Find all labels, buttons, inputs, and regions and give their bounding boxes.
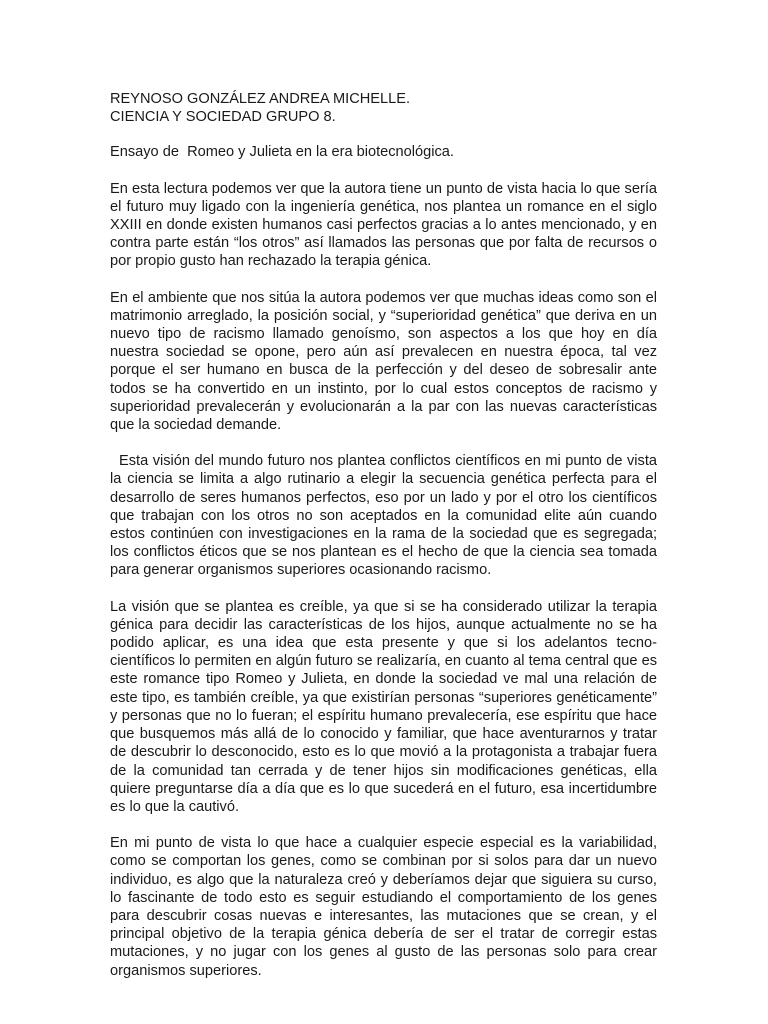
paragraph-1: En esta lectura podemos ver que la autora tiene un punto de vista hacia lo que sería el futuro muy ligado con la ingeniería genética, nos plantea un romance en el siglo XXIII en donde existen humanos casi perfectos gracias a lo antes mencionado, y en contra parte están “los otros” así llamados las personas que por falta de recursos o por propio gusto han rechazado la terapia génica. bbox=[110, 180, 662, 270]
paragraph-2: En el ambiente que nos sitúa la autora podemos ver que muchas ideas como son el matrimonio arreglado, la posición social, y “superioridad genética” que deriva en un nuevo tipo de racismo llamado genoísmo, son aspectos a los que hoy en día nuestra sociedad se opone, pero aún así prevalecen en nuestra época, tal vez porque el ser humano en busca de la perfección y del deseo de sobresalir ante todos se ha convertido en un instinto, por lo cual estos conceptos de racismo y superioridad prevalecerán y evolucionarán a la par con las nuevas características que la sociedad demande. bbox=[110, 289, 666, 434]
paragraph-4: La visión que se plantea es creíble, ya que si se ha considerado utilizar la terapia génica para decidir las características de los hijos, aunque actualmente no se ha podido aplicar, es una idea que esta presente y que si los adelantos tecno-científicos lo permiten en algún futuro se realizaría, en cuanto al tema central que es este romance tipo Romeo y Julieta, en donde la sociedad ve mal una relación de este tipo, es también creíble, ya que existirían personas “superiores genéticamente” y personas que no lo fueran; el espíritu humano prevalecería, ese espíritu que hace que busquemos más allá de lo conocido y familiar, que hace aventurarnos y tratar de descubrir lo desconocido, esto es lo que movió a la protagonista a trabajar fuera de la comunidad tan cerrada y de tener hijos sin modificaciones genéticas, ella quiere preguntarse día a día que es lo que sucederá en el futuro, esa incertidumbre es lo que la cautivó. bbox=[110, 598, 662, 815]
author-name: REYNOSO GONZÁLEZ ANDREA MICHELLE. bbox=[110, 91, 411, 107]
document-page bbox=[110, 90, 666, 980]
paragraph-3: Esta visión del mundo futuro nos plantea conflictos científicos en mi punto de vista la ciencia se limita a algo rutinario a elegir la secuencia genética perfecta para el desarrollo de seres humanos perfectos, eso por un lado y por el otro los científicos que trabajan con los otros no son aceptados en la comunidad elite aún cuando estos continúen con investigaciones en la rama de la sociedad que es segregada; los conflictos éticos que se nos plantean es el hecho de que la ciencia sea tomada para generar organismos superiores ocasionando racismo. bbox=[110, 453, 662, 579]
essay-title: Ensayo de Romeo y Julieta en la era biotecnológica. bbox=[110, 144, 454, 161]
course-group: CIENCIA Y SOCIEDAD GRUPO 8. bbox=[110, 109, 336, 126]
paragraph-5: En mi punto de vista lo que hace a cualquier especie especial es la variabilidad, como se comportan los genes, como se combinan por si solos para dar un nuevo individuo, es algo que la naturaleza creó y deberíamos dejar que siguiera su curso, lo fascinante de todo esto es seguir estudiando el comportamiento de los genes para descubrir cosas nuevas e interesantes, las mutaciones que se crean, y el principal objetivo de la terapia génica debería de ser el tratar de corregir estas mutaciones, y no jugar con los genes al gusto de las personas solo para crear organismos superiores. bbox=[110, 835, 662, 979]
